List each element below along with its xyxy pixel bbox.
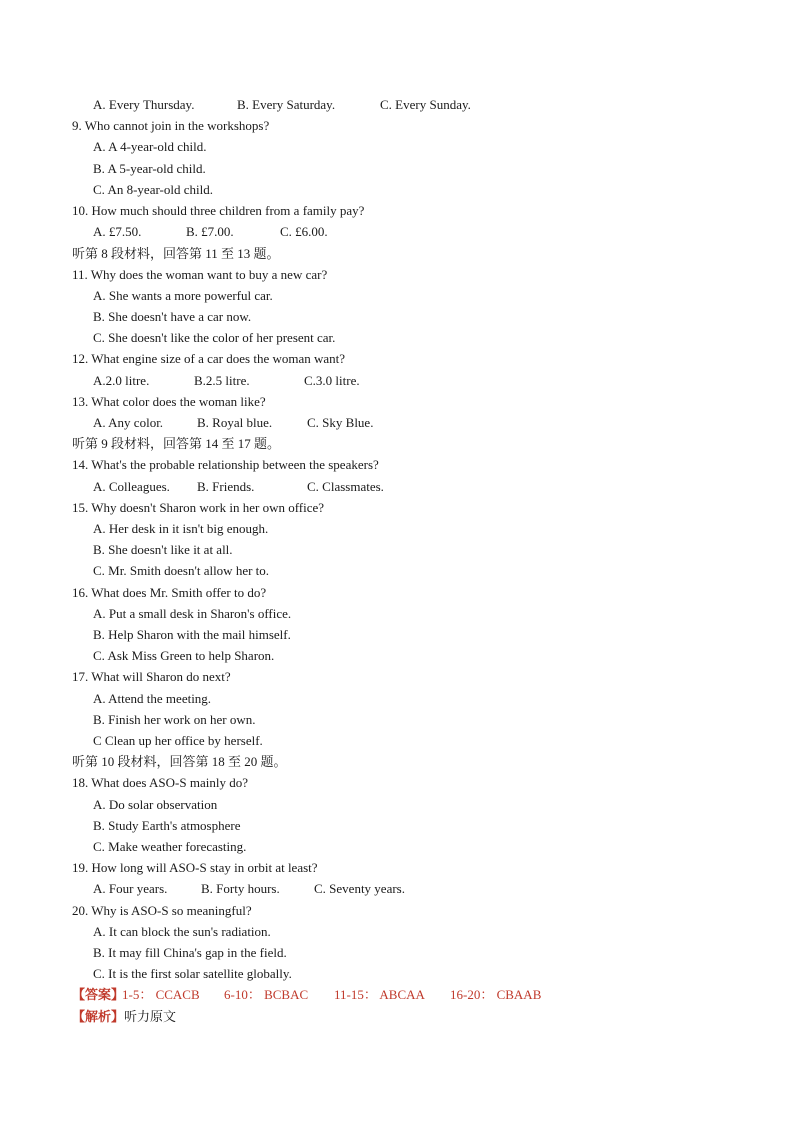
- q19-option-b: B. Forty hours.: [201, 881, 280, 896]
- analysis-tag: 【解析】: [72, 1009, 125, 1024]
- q12-option-a: A.2.0 litre.: [93, 373, 150, 388]
- q19-question: 19. How long will ASO-S stay in orbit at least?: [72, 860, 318, 875]
- answer-16-20: 16-20： CBAAB: [450, 987, 542, 1002]
- q11-question: 11. Why does the woman want to buy a new car?: [72, 267, 328, 282]
- answer-1-5: 1-5： CCACB: [122, 987, 200, 1002]
- q13-option-b: B. Royal blue.: [197, 415, 273, 430]
- q9-option-a: A. A 4-year-old child.: [93, 139, 207, 154]
- q18-option-b: B. Study Earth's atmosphere: [93, 818, 241, 833]
- q15-question: 15. Why doesn't Sharon work in her own office?: [72, 500, 325, 515]
- section-8-heading: 听第 8 段材料，回答第 11 至 13 题。: [72, 246, 280, 261]
- answer-11-15: 11-15： ABCAA: [334, 987, 425, 1002]
- q13-option-c: C. Sky Blue.: [307, 415, 374, 430]
- q8-option-c: C. Every Sunday.: [380, 97, 471, 112]
- q14-option-c: C. Classmates.: [307, 479, 384, 494]
- q12-question: 12. What engine size of a car does the woman want?: [72, 351, 346, 366]
- q12-option-b: B.2.5 litre.: [194, 373, 250, 388]
- q9-question: 9. Who cannot join in the workshops?: [72, 118, 270, 133]
- q11-option-a: A. She wants a more powerful car.: [93, 288, 273, 303]
- q14-option-b: B. Friends.: [197, 479, 255, 494]
- q13-option-a: A. Any color.: [93, 415, 164, 430]
- q10-option-a: A. £7.50.: [93, 224, 142, 239]
- q10-question: 10. How much should three children from a family pay?: [72, 203, 365, 218]
- q18-option-a: A. Do solar observation: [93, 797, 218, 812]
- section-10-heading: 听第 10 段材料，回答第 18 至 20 题。: [72, 754, 287, 769]
- q10-option-c: C. £6.00.: [280, 224, 328, 239]
- q20-option-a: A. It can block the sun's radiation.: [93, 924, 271, 939]
- analysis-line: [72, 1009, 176, 1025]
- q9-option-b: B. A 5-year-old child.: [93, 161, 206, 176]
- answer-tag: 【答案】: [72, 987, 125, 1002]
- q17-option-c: C Clean up her office by herself.: [93, 733, 263, 748]
- q16-question: 16. What does Mr. Smith offer to do?: [72, 585, 267, 600]
- q17-option-a: A. Attend the meeting.: [93, 691, 212, 706]
- q16-option-a: A. Put a small desk in Sharon's office.: [93, 606, 292, 621]
- q14-option-a: A. Colleagues.: [93, 479, 170, 494]
- q9-option-c: C. An 8-year-old child.: [93, 182, 213, 197]
- q14-question: 14. What's the probable relationship between the speakers?: [72, 457, 379, 472]
- section-9-heading: 听第 9 段材料，回答第 14 至 17 题。: [72, 436, 281, 451]
- answer-6-10: 6-10： BCBAC: [224, 987, 309, 1002]
- q20-option-b: B. It may fill China's gap in the field.: [93, 945, 287, 960]
- q15-option-b: B. She doesn't like it at all.: [93, 542, 233, 557]
- q8-option-b: B. Every Saturday.: [237, 97, 336, 112]
- q16-option-c: C. Ask Miss Green to help Sharon.: [93, 648, 275, 663]
- q17-question: 17. What will Sharon do next?: [72, 669, 231, 684]
- q18-question: 18. What does ASO-S mainly do?: [72, 775, 248, 790]
- q16-option-b: B. Help Sharon with the mail himself.: [93, 627, 291, 642]
- q10-option-b: B. £7.00.: [186, 224, 234, 239]
- q20-question: 20. Why is ASO-S so meaningful?: [72, 903, 252, 918]
- q19-option-c: C. Seventy years.: [314, 881, 405, 896]
- q8-option-a: A. Every Thursday.: [93, 97, 195, 112]
- q12-option-c: C.3.0 litre.: [304, 373, 360, 388]
- q15-option-c: C. Mr. Smith doesn't allow her to.: [93, 563, 270, 578]
- q11-option-b: B. She doesn't have a car now.: [93, 309, 252, 324]
- q11-option-c: C. She doesn't like the color of her present car.: [93, 330, 336, 345]
- q13-question: 13. What color does the woman like?: [72, 394, 266, 409]
- q17-option-b: B. Finish her work on her own.: [93, 712, 256, 727]
- analysis-text: 听力原文: [124, 1009, 177, 1024]
- q18-option-c: C. Make weather forecasting.: [93, 839, 247, 854]
- q15-option-a: A. Her desk in it isn't big enough.: [93, 521, 269, 536]
- q19-option-a: A. Four years.: [93, 881, 168, 896]
- q20-option-c: C. It is the first solar satellite globally.: [93, 966, 292, 981]
